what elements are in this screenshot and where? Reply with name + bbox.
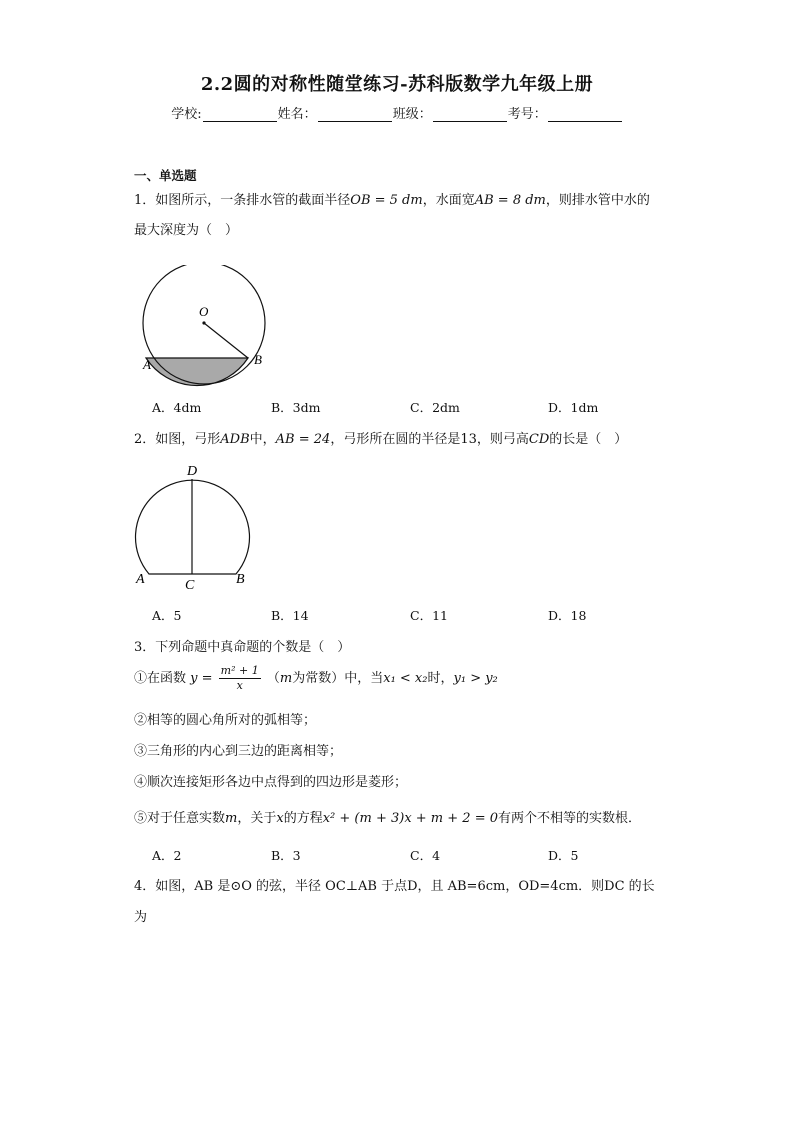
q3-s5-equation: x² + (m + 3)x + m + 2 = 0 [322, 811, 498, 826]
number-label: 考号： [507, 107, 547, 122]
q3-s5-text-a: ⑤对于任意实数 [134, 811, 226, 826]
number-blank [548, 108, 622, 122]
question-4-line-1: 4．如图，AB 是⊙O 的弦，半径 OC⊥AB 于点D，且 AB=6cm，OD=4cm．则DC 的长 [134, 879, 655, 894]
name-label: 姓名： [277, 107, 317, 122]
q1-label-a: A [143, 357, 151, 372]
q1-center-point [202, 321, 205, 324]
q3-s1-text-b: （ [266, 671, 280, 686]
q3-s5-m: m [225, 811, 238, 826]
question-4-line-2: 为 [134, 910, 148, 925]
q2-label-b: B [236, 572, 245, 587]
q3-s5-text-d: 有两个不相等的实数根． [498, 811, 642, 826]
q3-option-b[interactable]: B．3 [271, 848, 301, 863]
q3-statement-1 [134, 664, 498, 693]
q1-label-b: B [254, 352, 262, 367]
page-title: 2.2圆的对称性随堂练习-苏科版数学九年级上册 [200, 74, 594, 95]
question-3-stem: 3．下列命题中真命题的个数是（ ） [134, 640, 351, 655]
q3-s1-text-c: 为常数）中，当 [292, 671, 384, 686]
question-1-line-2: 最大深度为（ ） [134, 223, 239, 238]
q2-option-c[interactable]: C．11 [410, 608, 448, 623]
q1-pipe-figure [130, 265, 280, 395]
q2-label-c: C [185, 578, 195, 593]
q2-cd: CD [528, 432, 550, 447]
q3-s5-x: x [276, 811, 284, 826]
school-blank [203, 108, 277, 122]
q2-text-a: 2．如图，弓形 [134, 432, 221, 447]
q1-option-b[interactable]: B．3dm [271, 400, 321, 415]
q3-option-d[interactable]: D．5 [548, 848, 579, 863]
q3-statement-5 [134, 804, 641, 834]
q1-ab-expression: AB = 8 dm [474, 193, 546, 208]
question-2-line [134, 425, 627, 455]
q1-option-d[interactable]: D．1dm [548, 400, 599, 415]
q2-label-d: D [187, 464, 198, 479]
question-1-line-1 [134, 186, 650, 216]
q1-ob-expression: OB = 5 dm [350, 193, 423, 208]
q3-statement-2: ②相等的圆心角所对的弧相等； [134, 713, 317, 728]
q2-segment-figure [130, 460, 260, 595]
q2-radius-value: 13 [460, 432, 477, 447]
q3-statement-3: ③三角形的内心到三边的距离相等； [134, 744, 343, 759]
q1-label-o: O [199, 304, 209, 319]
q3-statement-4: ④顺次连接矩形各边中点得到的四边形是菱形； [134, 775, 408, 790]
q2-text-e: ，弓形所在圆的半径是 [330, 432, 461, 447]
q3-s1-denominator: x [236, 679, 243, 692]
q3-s1-numerator: m² + 1 [220, 664, 259, 677]
q1-text-e: ，则排水管中水的 [545, 193, 650, 208]
school-label: 学校: [171, 107, 202, 122]
q1-option-a[interactable]: A．4dm [152, 400, 202, 415]
class-label: 班级： [392, 107, 432, 122]
q2-text-g: ，则弓高 [476, 432, 529, 447]
q2-text-i: 的长是（ ） [549, 432, 628, 447]
q2-option-d[interactable]: D．18 [548, 608, 587, 623]
student-info-line [0, 103, 794, 122]
q3-s1-text-d: 时， [427, 671, 454, 686]
q3-s1-result: y₁ > y₂ [453, 671, 498, 686]
q2-text-c: 中， [249, 432, 276, 447]
q1-text-a: 1．如图所示，一条排水管的截面半径 [134, 193, 351, 208]
q1-water-segment [146, 358, 248, 386]
q3-option-c[interactable]: C．4 [410, 848, 441, 863]
q2-ab-expression: AB = 24 [275, 432, 331, 447]
q2-adb: ADB [220, 432, 250, 447]
class-blank [433, 108, 507, 122]
name-blank [318, 108, 392, 122]
q3-option-a[interactable]: A．2 [152, 848, 182, 863]
q1-radius-ob [204, 323, 248, 358]
q2-label-a: A [136, 572, 145, 587]
q3-s1-y-equals: y = [190, 671, 213, 686]
q3-s1-m: m [279, 671, 293, 686]
q1-text-c: ，水面宽 [422, 193, 475, 208]
q3-s5-text-c: 的方程 [283, 811, 323, 826]
q1-option-c[interactable]: C．2dm [410, 400, 460, 415]
q3-s5-text-b: ，关于 [237, 811, 277, 826]
q3-s1-condition: x₁ < x₂ [383, 671, 428, 686]
q2-option-b[interactable]: B．14 [271, 608, 309, 623]
q3-s1-text-a: ①在函数 [134, 671, 187, 686]
section-heading: 一、单选题 [134, 168, 197, 183]
q3-s1-fraction [219, 664, 261, 693]
q2-option-a[interactable]: A．5 [152, 608, 182, 623]
